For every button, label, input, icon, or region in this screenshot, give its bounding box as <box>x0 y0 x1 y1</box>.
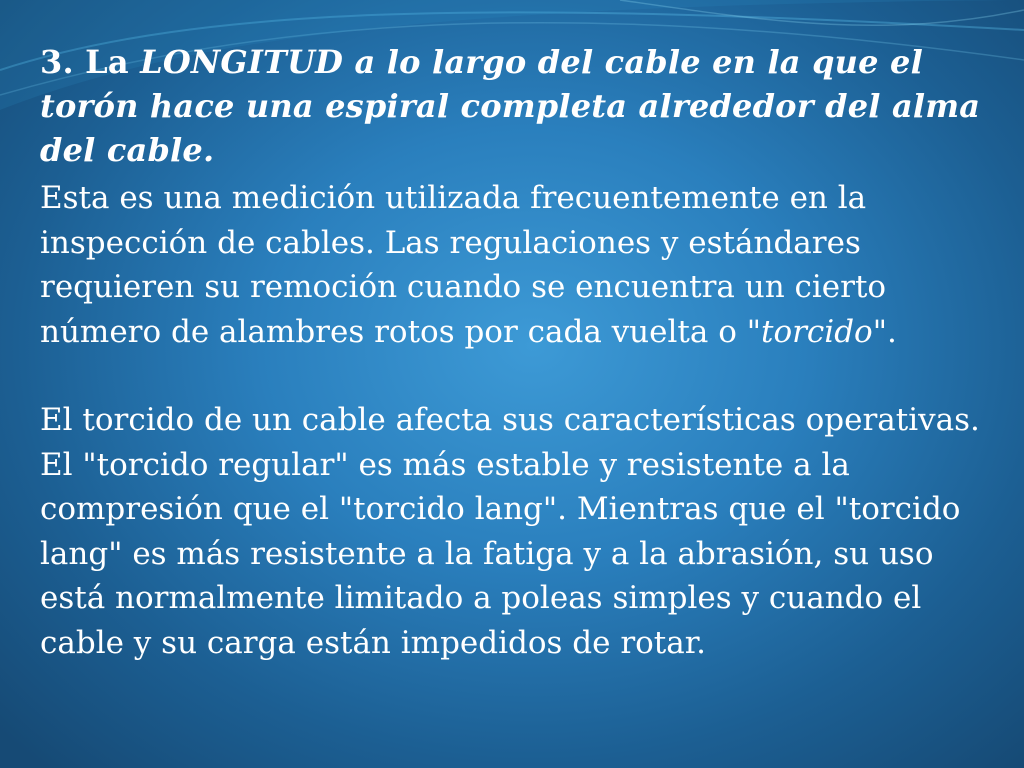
heading-number: 3. <box>40 43 74 81</box>
slide-body <box>40 40 990 665</box>
slide-heading <box>40 40 990 172</box>
paragraph-inspection-text: Esta es una medición utilizada frecuentemente en la inspección de cables. Las regulaciones y estándares requieren su remoción cuando se encuentra un cierto número de alambres rotos por cada vuelta o <box>40 180 887 350</box>
paragraph-inspection <box>40 176 990 354</box>
paragraph-lay-types: El torcido de un cable afecta sus características operativas. El "torcido regular" es más estable y resistente a la compresión que el "torcido lang". Mientras que el "torcido lang" es más resistente a la fatiga y a la abrasión, su uso está normalmente limitado a poleas simples y cuando el cable y su carga están impedidos de rotar. <box>40 402 980 661</box>
heading-article: La <box>85 43 129 81</box>
heading-rest: a lo largo del cable en la que el torón hace una espiral completa alrededor del alma del cable. <box>40 43 981 169</box>
heading-emphasis: LONGITUD <box>140 43 344 81</box>
quoted-term: "torcido" <box>746 313 887 350</box>
paragraph-inspection-end: . <box>886 313 897 350</box>
